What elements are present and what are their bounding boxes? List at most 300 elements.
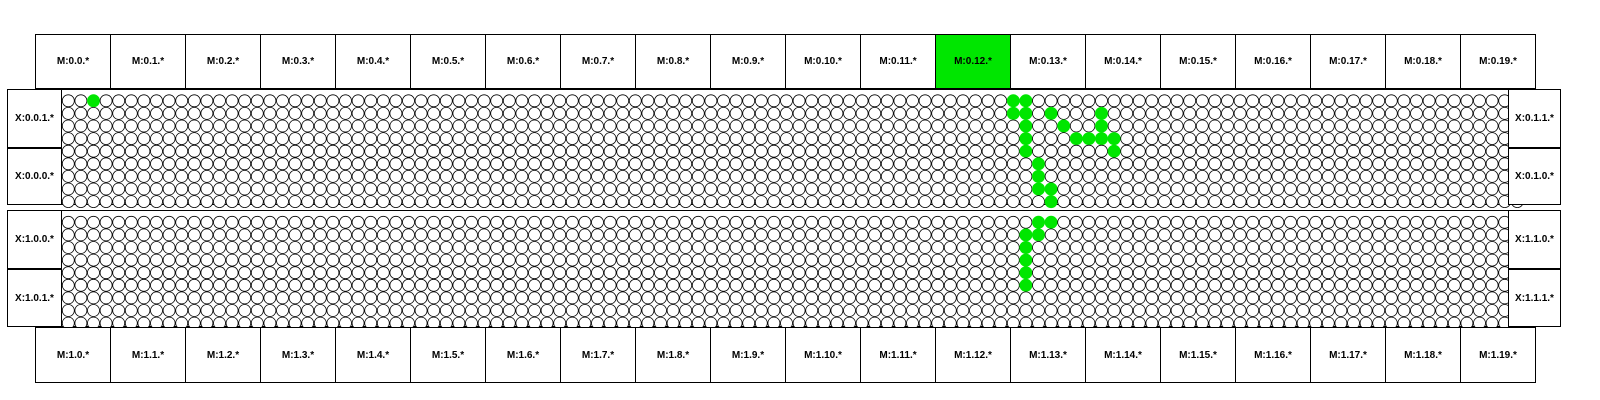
- grid-node: [1222, 279, 1234, 291]
- grid-node: [579, 158, 591, 170]
- grid-node: [1083, 183, 1095, 195]
- grid-node: [352, 120, 364, 132]
- grid-node: [1058, 95, 1070, 107]
- grid-node: [1234, 170, 1246, 182]
- grid-node: [377, 279, 389, 291]
- top-module-label-text: M:0.13.*: [1029, 56, 1067, 67]
- grid-node: [604, 267, 616, 279]
- grid-node: [705, 183, 717, 195]
- grid-node: [1411, 242, 1423, 254]
- grid-node: [163, 254, 175, 266]
- grid-node: [1360, 305, 1372, 317]
- grid-node: [1222, 242, 1234, 254]
- grid-node: [516, 107, 528, 119]
- grid-node: [970, 254, 982, 266]
- grid-node: [214, 216, 226, 228]
- grid-node: [831, 133, 843, 145]
- grid-node: [1335, 279, 1347, 291]
- grid-node: [1322, 133, 1334, 145]
- grid-node: [1196, 242, 1208, 254]
- grid-node: [491, 107, 503, 119]
- grid-node: [604, 133, 616, 145]
- grid-node: [1045, 120, 1057, 132]
- grid-node: [415, 183, 427, 195]
- grid-node: [466, 133, 478, 145]
- grid-node: [1209, 279, 1221, 291]
- grid-node: [264, 170, 276, 182]
- grid-node: [755, 292, 767, 304]
- grid-node: [818, 196, 830, 208]
- grid-node: [1360, 229, 1372, 241]
- grid-node: [1348, 158, 1360, 170]
- grid-node: [667, 267, 679, 279]
- grid-node: [818, 292, 830, 304]
- grid-node: [705, 196, 717, 208]
- grid-node: [818, 158, 830, 170]
- grid-node: [1448, 254, 1460, 266]
- top-module-label-text: M:0.9.*: [731, 56, 765, 67]
- grid-node: [1348, 229, 1360, 241]
- grid-node: [1033, 107, 1045, 119]
- grid-node: [743, 158, 755, 170]
- grid-node: [1285, 196, 1297, 208]
- grid-node: [453, 267, 465, 279]
- grid-node: [1486, 292, 1498, 304]
- grid-node: [806, 170, 818, 182]
- grid-node: [831, 196, 843, 208]
- grid-node: [440, 279, 452, 291]
- grid-node: [831, 305, 843, 317]
- grid-node: [781, 183, 793, 195]
- grid-node: [239, 267, 251, 279]
- grid-node: [239, 229, 251, 241]
- grid-node: [1070, 216, 1082, 228]
- grid-node: [352, 145, 364, 157]
- grid-node: [1209, 305, 1221, 317]
- bottom-module-label-text: M:1.4.*: [356, 349, 390, 361]
- active-node: [1020, 229, 1032, 241]
- grid-node: [1486, 133, 1498, 145]
- top-module-label-text: M:0.2.*: [206, 56, 240, 67]
- grid-node: [62, 170, 74, 182]
- grid-node: [151, 183, 163, 195]
- grid-node: [1108, 95, 1120, 107]
- grid-node: [1184, 267, 1196, 279]
- grid-node: [919, 158, 931, 170]
- grid-node: [314, 254, 326, 266]
- grid-node: [113, 229, 125, 241]
- grid-node: [377, 183, 389, 195]
- grid-node: [529, 107, 541, 119]
- grid-node: [1058, 229, 1070, 241]
- grid-node: [1486, 196, 1498, 208]
- grid-node: [1096, 279, 1108, 291]
- grid-node: [1171, 292, 1183, 304]
- grid-node: [831, 216, 843, 228]
- grid-node: [239, 133, 251, 145]
- grid-node: [428, 107, 440, 119]
- grid-node: [491, 120, 503, 132]
- active-node: [1032, 170, 1044, 182]
- bottom-module-label: [1010, 327, 1086, 383]
- right-port-label: [1508, 89, 1561, 148]
- grid-node: [88, 242, 100, 254]
- grid-node: [957, 133, 969, 145]
- grid-node: [1486, 145, 1498, 157]
- grid-node: [113, 107, 125, 119]
- grid-node: [1146, 133, 1158, 145]
- top-module-label: [785, 34, 861, 89]
- grid-node: [655, 133, 667, 145]
- grid-node: [592, 229, 604, 241]
- active-node: [1045, 196, 1057, 208]
- grid-node: [516, 133, 528, 145]
- grid-node: [1121, 292, 1133, 304]
- bottom-module-label-text: M:1.9.*: [731, 349, 765, 361]
- grid-node: [1196, 95, 1208, 107]
- grid-node: [100, 196, 112, 208]
- grid-node: [592, 242, 604, 254]
- grid-node: [743, 196, 755, 208]
- grid-node: [340, 229, 352, 241]
- grid-node: [957, 254, 969, 266]
- grid-node: [478, 254, 490, 266]
- grid-node: [1310, 120, 1322, 132]
- grid-node: [957, 292, 969, 304]
- grid-node: [1159, 254, 1171, 266]
- grid-node: [403, 267, 415, 279]
- grid-node: [982, 145, 994, 157]
- grid-node: [831, 229, 843, 241]
- grid-node: [856, 158, 868, 170]
- grid-node: [1373, 254, 1385, 266]
- grid-node: [1259, 292, 1271, 304]
- grid-node: [1184, 183, 1196, 195]
- top-module-label: [185, 34, 261, 89]
- grid-node: [1209, 254, 1221, 266]
- grid-node: [440, 305, 452, 317]
- grid-node: [503, 145, 515, 157]
- grid-node: [1272, 133, 1284, 145]
- grid-node: [478, 196, 490, 208]
- grid-node: [100, 254, 112, 266]
- grid-node: [1285, 305, 1297, 317]
- grid-node: [428, 267, 440, 279]
- grid-node: [1159, 170, 1171, 182]
- grid-node: [806, 145, 818, 157]
- grid-node: [100, 229, 112, 241]
- grid-node: [1033, 254, 1045, 266]
- grid-node: [302, 267, 314, 279]
- grid-node: [793, 170, 805, 182]
- grid-node: [718, 229, 730, 241]
- grid-node: [289, 254, 301, 266]
- grid-node: [1184, 133, 1196, 145]
- grid-node: [403, 120, 415, 132]
- grid-node: [869, 183, 881, 195]
- grid-node: [604, 254, 616, 266]
- grid-node: [1285, 107, 1297, 119]
- grid-node: [1436, 196, 1448, 208]
- grid-node: [1196, 158, 1208, 170]
- grid-node: [264, 145, 276, 157]
- grid-node: [718, 279, 730, 291]
- grid-node: [844, 183, 856, 195]
- grid-node: [995, 267, 1007, 279]
- grid-node: [1222, 145, 1234, 157]
- grid-node: [1234, 196, 1246, 208]
- grid-node: [907, 254, 919, 266]
- grid-node: [944, 305, 956, 317]
- grid-node: [516, 292, 528, 304]
- grid-node: [1121, 229, 1133, 241]
- grid-node: [831, 120, 843, 132]
- grid-node: [340, 216, 352, 228]
- grid-node: [453, 229, 465, 241]
- grid-node: [151, 158, 163, 170]
- grid-node: [1461, 279, 1473, 291]
- grid-node: [239, 292, 251, 304]
- grid-node: [277, 107, 289, 119]
- grid-node: [970, 120, 982, 132]
- grid-node: [1297, 229, 1309, 241]
- grid-node: [201, 107, 213, 119]
- grid-node: [1171, 242, 1183, 254]
- grid-node: [1360, 183, 1372, 195]
- grid-node: [1033, 305, 1045, 317]
- grid-node: [655, 242, 667, 254]
- grid-node: [692, 107, 704, 119]
- grid-node: [1285, 242, 1297, 254]
- grid-node: [529, 216, 541, 228]
- grid-node: [251, 229, 263, 241]
- grid-node: [1436, 158, 1448, 170]
- grid-node: [340, 254, 352, 266]
- grid-node: [453, 170, 465, 182]
- grid-node: [1448, 242, 1460, 254]
- bottom-module-label: [1310, 327, 1386, 383]
- grid-node: [1159, 95, 1171, 107]
- grid-node: [1083, 279, 1095, 291]
- grid-node: [352, 196, 364, 208]
- grid-node: [793, 133, 805, 145]
- grid-node: [856, 216, 868, 228]
- grid-node: [88, 216, 100, 228]
- grid-node: [289, 196, 301, 208]
- grid-node: [365, 95, 377, 107]
- grid-node: [214, 242, 226, 254]
- grid-node: [478, 267, 490, 279]
- grid-node: [667, 305, 679, 317]
- grid-node: [1360, 254, 1372, 266]
- grid-node: [214, 279, 226, 291]
- grid-node: [642, 95, 654, 107]
- grid-node: [138, 145, 150, 157]
- grid-node: [75, 292, 87, 304]
- grid-node: [907, 242, 919, 254]
- grid-node: [1322, 158, 1334, 170]
- bottom-module-label-text: M:1.8.*: [656, 349, 690, 361]
- grid-node: [327, 107, 339, 119]
- grid-node: [629, 196, 641, 208]
- grid-node: [264, 267, 276, 279]
- grid-node: [403, 107, 415, 119]
- grid-node: [944, 254, 956, 266]
- grid-node: [377, 242, 389, 254]
- grid-node: [214, 95, 226, 107]
- grid-node: [314, 292, 326, 304]
- grid-node: [592, 279, 604, 291]
- grid-node: [1070, 120, 1082, 132]
- grid-node: [1171, 196, 1183, 208]
- grid-node: [1133, 145, 1145, 157]
- grid-node: [781, 216, 793, 228]
- grid-node: [1335, 292, 1347, 304]
- top-module-label-text: M:0.18.*: [1404, 56, 1442, 67]
- grid-node: [566, 120, 578, 132]
- grid-node: [1133, 170, 1145, 182]
- grid-node: [743, 170, 755, 182]
- grid-node: [1486, 279, 1498, 291]
- grid-node: [1474, 242, 1486, 254]
- grid-node: [365, 216, 377, 228]
- grid-node: [176, 145, 188, 157]
- grid-node: [1385, 196, 1397, 208]
- grid-node: [554, 107, 566, 119]
- grid-node: [1209, 145, 1221, 157]
- grid-node: [554, 145, 566, 157]
- grid-node: [113, 95, 125, 107]
- grid-node: [1297, 107, 1309, 119]
- grid-node: [642, 183, 654, 195]
- grid-node: [705, 279, 717, 291]
- grid-node: [1007, 133, 1019, 145]
- grid-node: [125, 267, 137, 279]
- grid-node: [289, 133, 301, 145]
- active-node: [1032, 216, 1044, 228]
- grid-node: [327, 305, 339, 317]
- grid-node: [390, 279, 402, 291]
- grid-node: [466, 267, 478, 279]
- bottom-module-label-text: M:1.0.*: [56, 349, 90, 361]
- grid-node: [579, 216, 591, 228]
- grid-node: [214, 196, 226, 208]
- grid-node: [1083, 242, 1095, 254]
- grid-node: [1297, 95, 1309, 107]
- grid-node: [415, 107, 427, 119]
- grid-node: [1411, 183, 1423, 195]
- bottom-module-label: [1160, 327, 1236, 383]
- grid-node: [1411, 158, 1423, 170]
- grid-node: [1423, 216, 1435, 228]
- grid-node: [1146, 170, 1158, 182]
- grid-node: [1310, 267, 1322, 279]
- grid-node: [516, 120, 528, 132]
- grid-node: [1285, 120, 1297, 132]
- grid-node: [718, 145, 730, 157]
- grid-node: [1108, 279, 1120, 291]
- grid-node: [1436, 216, 1448, 228]
- grid-node: [1184, 305, 1196, 317]
- grid-node: [264, 183, 276, 195]
- grid-node: [466, 279, 478, 291]
- grid-node: [75, 216, 87, 228]
- grid-node: [100, 133, 112, 145]
- bottom-module-label-text: M:1.14.*: [1104, 349, 1142, 361]
- grid-node: [982, 120, 994, 132]
- grid-node: [478, 292, 490, 304]
- grid-node: [226, 229, 238, 241]
- grid-node: [1058, 183, 1070, 195]
- grid-node: [1171, 279, 1183, 291]
- grid-node: [768, 158, 780, 170]
- grid-node: [869, 279, 881, 291]
- grid-node: [1335, 158, 1347, 170]
- grid-node: [516, 229, 528, 241]
- bottom-module-label: [1385, 327, 1461, 383]
- grid-node: [831, 95, 843, 107]
- grid-node: [1322, 196, 1334, 208]
- grid-node: [692, 133, 704, 145]
- grid-node: [743, 267, 755, 279]
- grid-node: [314, 229, 326, 241]
- top-module-label-text: M:0.1.*: [131, 56, 165, 67]
- grid-node: [932, 145, 944, 157]
- grid-node: [151, 254, 163, 266]
- grid-node: [428, 216, 440, 228]
- grid-node: [806, 279, 818, 291]
- grid-node: [75, 254, 87, 266]
- grid-node: [176, 133, 188, 145]
- grid-node: [1133, 254, 1145, 266]
- grid-node: [781, 292, 793, 304]
- grid-node: [617, 170, 629, 182]
- grid-node: [453, 158, 465, 170]
- grid-node: [113, 120, 125, 132]
- grid-node: [680, 305, 692, 317]
- bottom-module-label-text: M:1.2.*: [206, 349, 240, 361]
- grid-node: [894, 107, 906, 119]
- grid-node: [62, 95, 74, 107]
- top-module-label: [35, 34, 111, 89]
- grid-node: [390, 145, 402, 157]
- grid-node: [730, 196, 742, 208]
- grid-node: [390, 95, 402, 107]
- grid-node: [680, 170, 692, 182]
- grid-node: [982, 95, 994, 107]
- grid-node: [604, 95, 616, 107]
- grid-node: [478, 279, 490, 291]
- grid-node: [831, 158, 843, 170]
- grid-node: [239, 158, 251, 170]
- grid-node: [314, 133, 326, 145]
- grid-node: [982, 305, 994, 317]
- grid-node: [932, 216, 944, 228]
- grid-node: [1411, 120, 1423, 132]
- grid-node: [440, 120, 452, 132]
- grid-node: [428, 133, 440, 145]
- grid-node: [806, 183, 818, 195]
- grid-node: [377, 158, 389, 170]
- grid-node: [377, 170, 389, 182]
- grid-node: [1133, 107, 1145, 119]
- grid-node: [113, 183, 125, 195]
- grid-node: [352, 95, 364, 107]
- grid-node: [251, 107, 263, 119]
- grid-node: [869, 158, 881, 170]
- grid-node: [743, 279, 755, 291]
- grid-node: [894, 229, 906, 241]
